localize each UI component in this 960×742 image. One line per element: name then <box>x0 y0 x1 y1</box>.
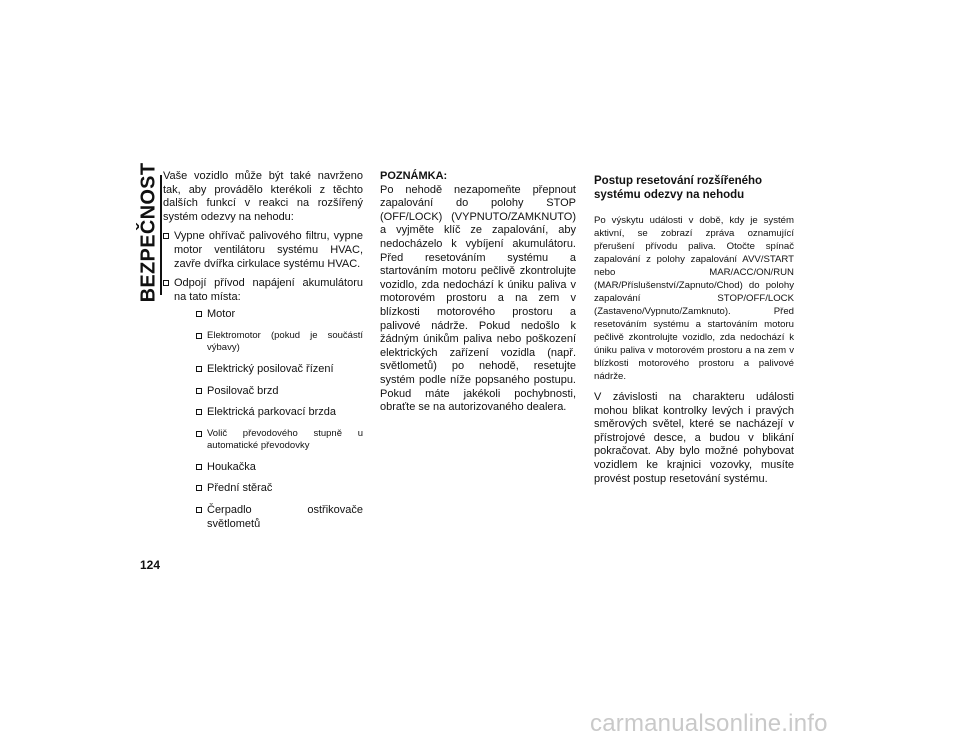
sub-list-item: Posilovač brzd <box>196 385 363 399</box>
sub-list-item: Volič převodového stupně u automatické převodovky <box>196 428 363 453</box>
note-text: Po nehodě nezapomeňte přepnout zapalování do polohy STOP (OFF/LOCK) (VYPNUTO/ZAMKNUTO) a vyjměte klíč ze zapalování, aby nedocházelo k vybíjení akumulátoru. Před resetováním systému a startováním motoru pečlivě zkontrolujte vozidlo, zda nedochází k úniku paliva v motorovém prostoru a na zem v blízkosti motorového prostoru a palivové nádrže. Pokud nedošlo k žádným únikům paliva nebo poškození elektrických zařízení vozidla (např. světlometů) po nehodě, resetujte systém podle níže popsaného postupu. Pokud máte jakékoli pochybnosti, obraťte se na autorizovaného dealera. <box>380 183 576 414</box>
paragraph: Po výskytu události v době, kdy je systém aktivní, se zobrazí zpráva oznamující přerušení přívodu paliva. Otočte spínač zapalování z polohy zapalování AVV/START nebo MAR/ACC/ON/RUN (MAR/Příslušenství/Zapnuto/Chod) do polohy zapalování STOP/OFF/LOCK (Zastaveno/Vypnuto/Zamknuto). Před resetováním systému a startováním motoru pečlivě zkontrolujte vozidlo, zda nedochází k úniku paliva v motorovém prostoru a na zem v blízkosti motorového prostoru a palivové nádrže. <box>594 215 794 382</box>
column-2 <box>380 170 576 421</box>
sub-list-item: Houkačka <box>196 461 363 475</box>
list-item <box>163 277 363 531</box>
paragraph: V závislosti na charakteru události mohou blikat kontrolky levých i pravých směrových světel, které se nacházejí v přístrojové desce, a budou v blikání pokračovat. Aby bylo možné pohybovat vozidlem ke krajnici vozovky, musíte provést postup resetování systému. <box>594 391 794 485</box>
section-title <box>136 162 162 303</box>
section-divider <box>160 175 162 295</box>
sub-list-item: Elektromotor (pokud je součástí výbavy) <box>196 330 363 355</box>
sub-list-item: Elektrický posilovač řízení <box>196 363 363 377</box>
watermark: carmanualsonline.info <box>590 710 828 737</box>
sub-list <box>196 308 363 531</box>
sub-list-item: Motor <box>196 308 363 322</box>
section-title-text: BEZPEČNOST <box>137 162 160 303</box>
column-1 <box>163 170 363 539</box>
note-label: POZNÁMKA: <box>380 170 448 182</box>
sub-list-item: Přední stěrač <box>196 482 363 496</box>
sub-list-item: Elektrická parkovací brzda <box>196 406 363 420</box>
list-item: Vypne ohřívač palivového filtru, vypne motor ventilátoru systému HVAC, zavře dvířka cirkulace systému HVAC. <box>163 230 363 271</box>
list-item-text: Odpojí přívod napájení akumulátoru na tato místa: <box>174 277 363 303</box>
page-number: 124 <box>140 558 161 572</box>
column-3 <box>594 170 794 492</box>
sub-list-item: Čerpadlo ostřikovače světlometů <box>196 504 363 531</box>
section-heading: Postup resetování rozšířeného systému odezvy na nehodu <box>594 175 763 201</box>
intro-paragraph: Vaše vozidlo může být také navrženo tak, aby provádělo kterékoli z těchto dalších funkcí v reakci na rozšířený systém odezvy na nehodu: <box>163 170 363 223</box>
